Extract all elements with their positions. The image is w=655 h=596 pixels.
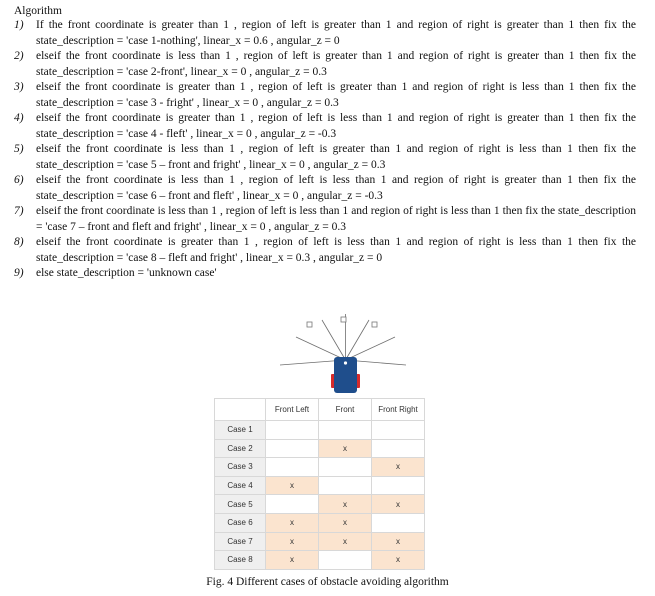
table-row [215,439,425,458]
obstacle-cases-table [214,398,425,570]
step-text: elseif the front coordinate is greater than 1 , region of left is less than 1 and region of right is less than 1 then fix the state_description = 'case 8 – fleft and fright' , linear_x = 0.3 , angular_z = 0 [36,236,636,264]
table-header-row [215,399,425,421]
obstacle-mark-cell: x [372,551,425,570]
algorithm-title: Algorithm [14,5,62,17]
case-label: Case 3 [215,458,266,477]
figure-caption: Fig. 4 Different cases of obstacle avoiding algorithm [206,576,449,588]
obstacle-mark-cell: x [266,532,319,551]
empty-cell [372,421,425,440]
empty-cell [266,421,319,440]
obstacle-mark-cell: x [319,439,372,458]
algorithm-step [14,18,636,49]
empty-cell [319,551,372,570]
empty-cell [319,458,372,477]
obstacle-mark-cell: x [319,513,372,532]
table-row [215,551,425,570]
table-row [215,476,425,495]
table-row [215,532,425,551]
empty-cell [319,476,372,495]
algorithm-step [14,204,636,235]
step-text: elseif the front coordinate is less than 1 , region of left is greater than 1 and region of right is less than 1 then fix the state_description = 'case 5 – front and fright' , linear_x = 0 , angular_z = 0.3 [36,143,636,171]
case-label: Case 4 [215,476,266,495]
sensor-ray [346,337,396,360]
step-text: elseif the front coordinate is less than 1 , region of left is greater than 1 and region of right is greater than 1 then fix the state_description = 'case 2-front', linear_x = 0 , angular_z = 0.3 [36,50,636,78]
obstacle-mark-cell: x [266,476,319,495]
case-label: Case 7 [215,532,266,551]
case-label: Case 2 [215,439,266,458]
header-front-right: Front Right [372,399,425,421]
empty-cell [372,439,425,458]
step-text: elseif the front coordinate is less than 1 , region of left is less than 1 and region of right is less than 1 then fix the state_description = 'case 7 – front and fleft and fright' , linear_x = 0 , angular_z = 0.3 [36,205,636,233]
algorithm-step [14,49,636,80]
sensor-ray [322,320,346,360]
step-text: elseif the front coordinate is greater than 1 , region of left is less than 1 and region of right is greater than 1 then fix the state_description = 'case 4 - fleft' , linear_x = 0 , angular_z = -0.3 [36,112,636,140]
algorithm-step [14,266,636,282]
algorithm-step [14,80,636,111]
step-number: 1) [14,19,24,31]
robot-sensor-dot [344,361,347,364]
case-label: Case 6 [215,513,266,532]
algorithm-steps [14,18,636,282]
obstacle-mark-cell: x [372,458,425,477]
algorithm-step [14,111,636,142]
empty-cell [266,495,319,514]
sensor-ray [296,337,346,360]
obstacle-marker-front [341,317,346,322]
step-number: 2) [14,50,24,62]
algorithm-step [14,235,636,266]
step-number: 3) [14,81,24,93]
empty-cell [266,439,319,458]
step-text: If the front coordinate is greater than 1 , region of left is greater than 1 and region of right is greater than 1 then fix the state_description = 'case 1-nothing', linear_x = 0.6 , angular_z = 0 [36,19,636,47]
obstacle-marker-right [372,322,377,327]
case-label: Case 8 [215,551,266,570]
obstacle-mark-cell: x [372,495,425,514]
algorithm-block [14,5,636,282]
table-row [215,458,425,477]
step-text: elseif the front coordinate is less than 1 , region of left is less than 1 and region of right is greater than 1 then fix the state_description = 'case 6 – front and fleft' , linear_x = 0 , angular_z = -0.3 [36,174,636,202]
step-text: elseif the front coordinate is greater than 1 , region of left is greater than 1 and region of right is less than 1 then fix the state_description = 'case 3 - fright' , linear_x = 0 , angular_z = 0.3 [36,81,636,109]
table-row [215,495,425,514]
obstacle-mark-cell: x [372,532,425,551]
empty-cell [266,458,319,477]
obstacle-mark-cell: x [266,551,319,570]
obstacle-mark-cell: x [319,532,372,551]
step-number: 7) [14,205,24,217]
table-row [215,513,425,532]
empty-cell [319,421,372,440]
step-text: else state_description = 'unknown case' [36,267,217,279]
algorithm-step [14,173,636,204]
robot-sensor-diagram [278,310,408,402]
case-label: Case 1 [215,421,266,440]
algorithm-step [14,142,636,173]
step-number: 6) [14,174,24,186]
empty-cell [372,476,425,495]
case-label: Case 5 [215,495,266,514]
table-row [215,421,425,440]
step-number: 8) [14,236,24,248]
table-body [215,421,425,570]
header-front: Front [319,399,372,421]
table-corner-cell [215,399,266,421]
step-number: 9) [14,267,24,279]
header-front-left: Front Left [266,399,319,421]
sensor-ray [346,320,370,360]
empty-cell [372,513,425,532]
obstacle-mark-cell: x [319,495,372,514]
step-number: 5) [14,143,24,155]
step-number: 4) [14,112,24,124]
obstacle-mark-cell: x [266,513,319,532]
obstacle-marker-left [307,322,312,327]
